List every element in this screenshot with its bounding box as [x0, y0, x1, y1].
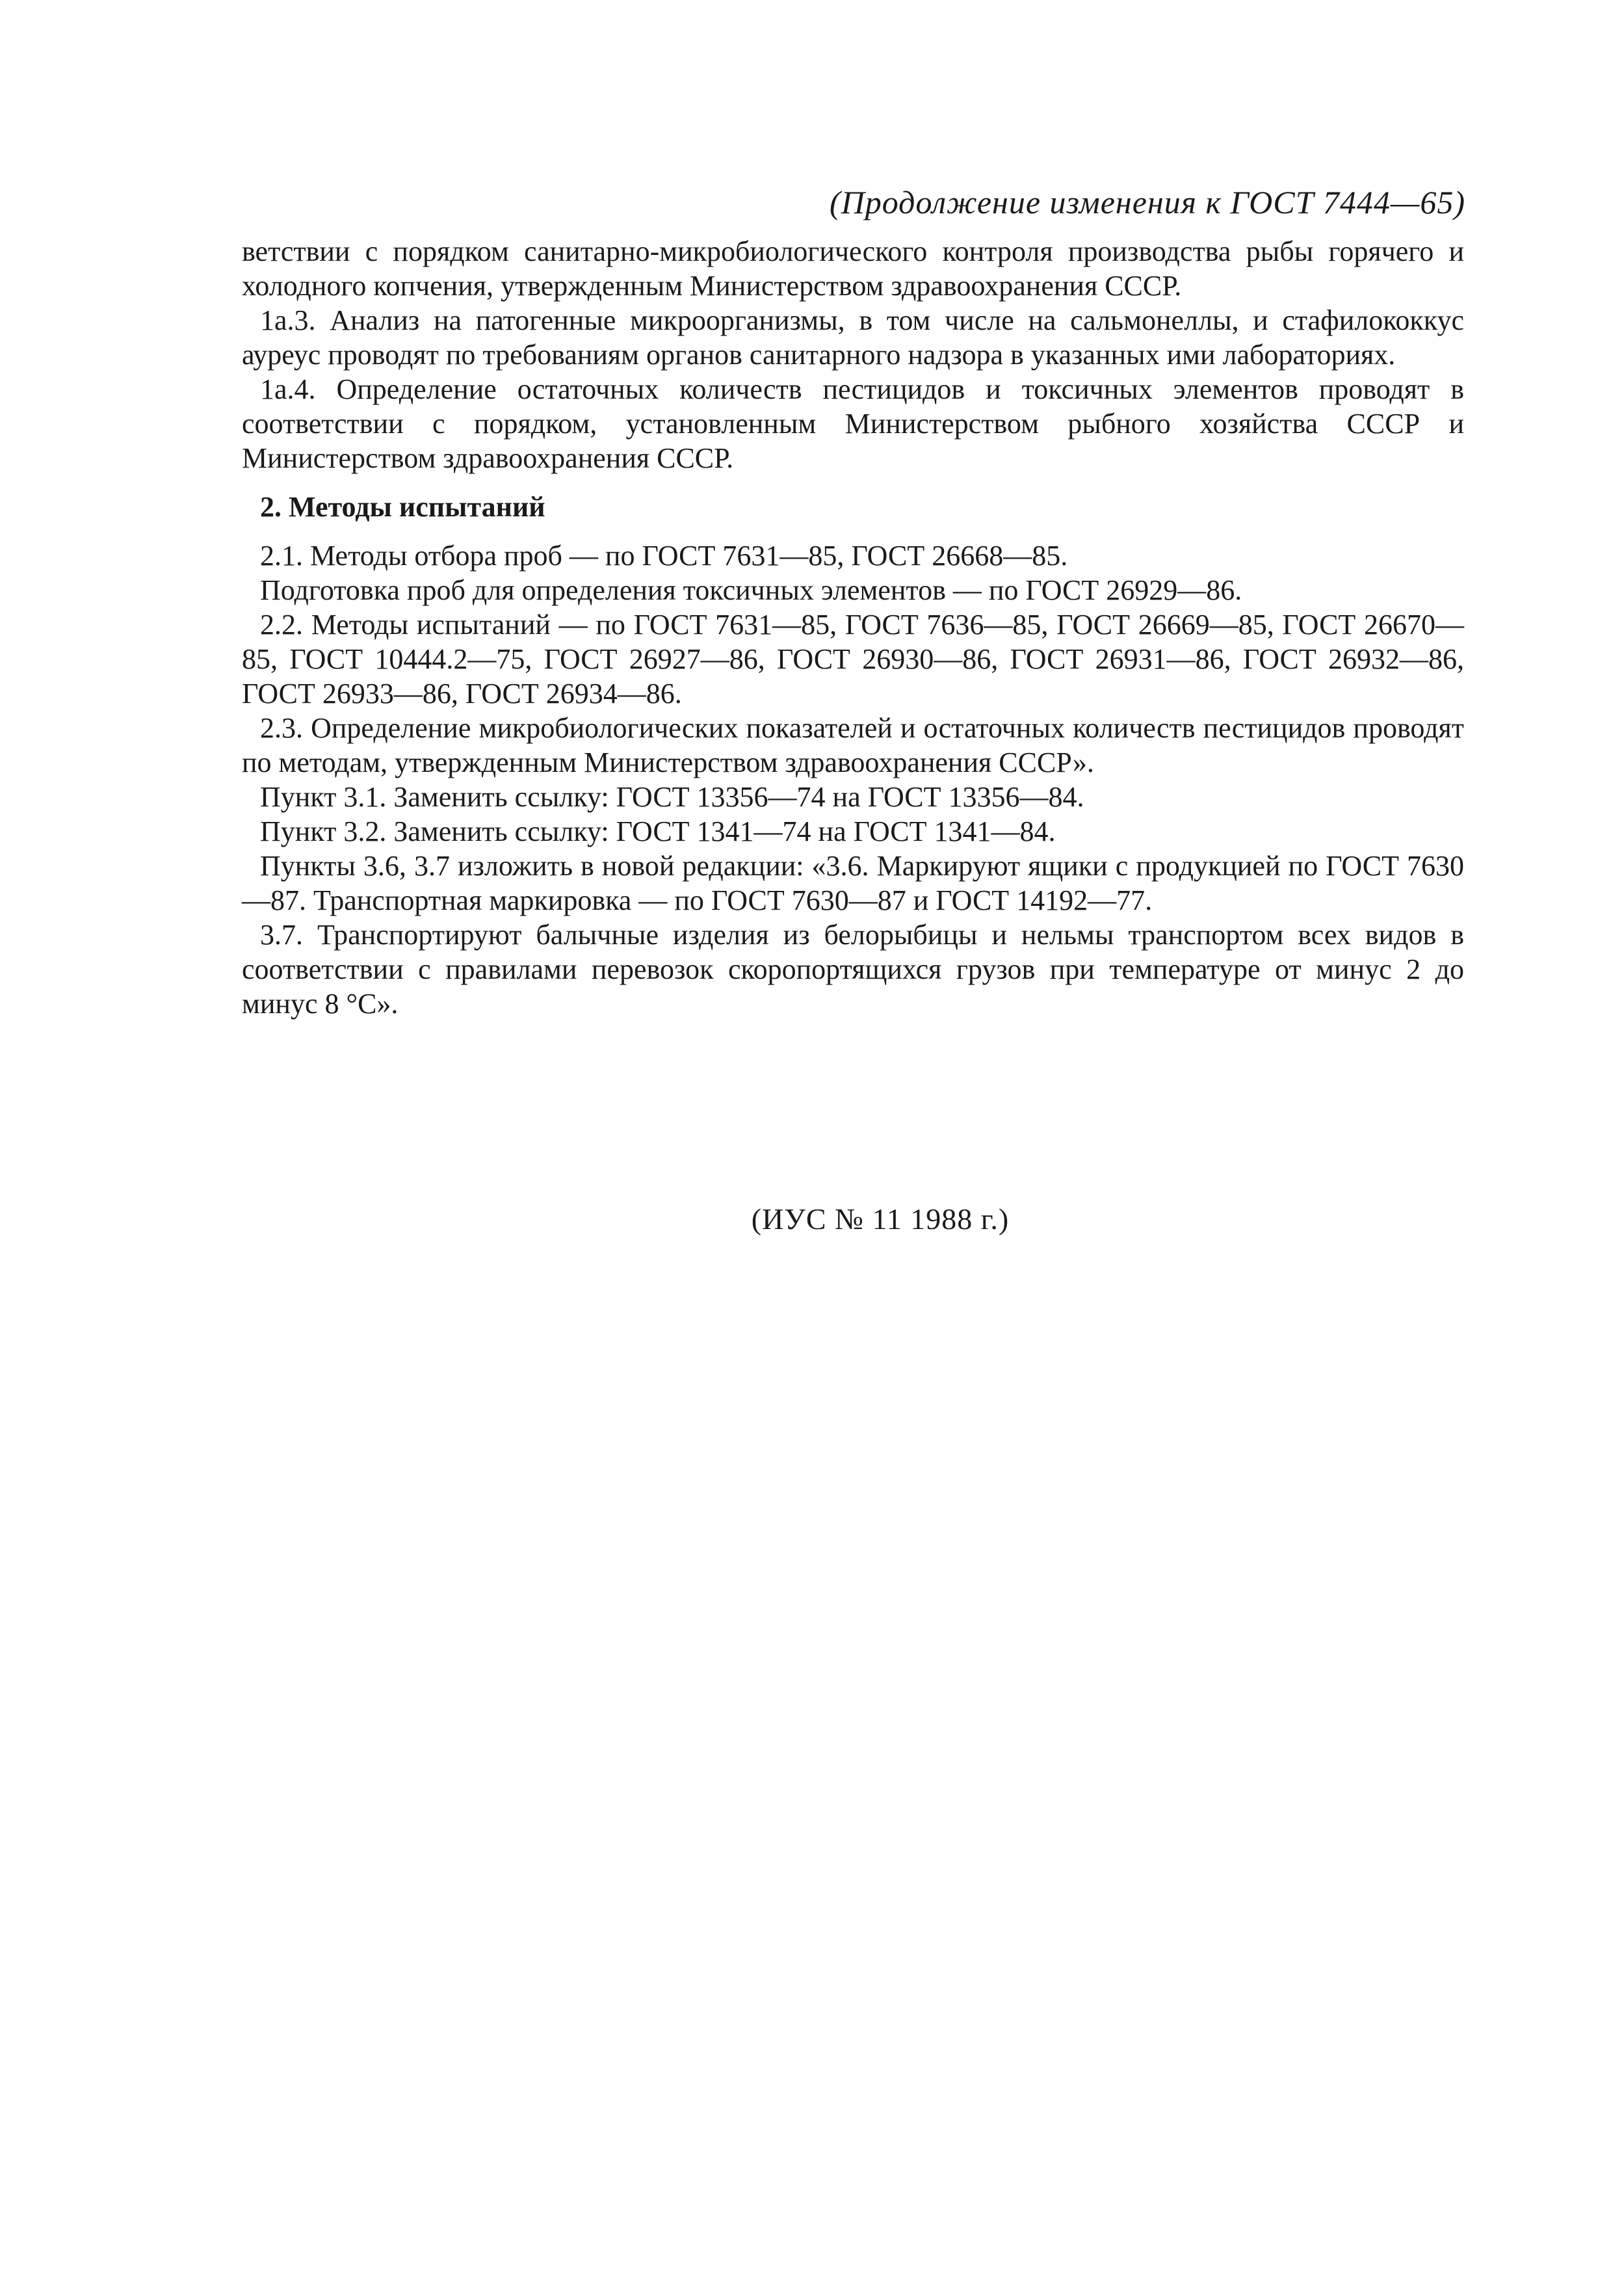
- body-paragraph-point-3-2: Пункт 3.2. Заменить ссылку: ГОСТ 1341—74 на ГОСТ 1341—84.: [260, 815, 1056, 847]
- section-heading: 2. Методы испытаний: [260, 491, 545, 523]
- body-paragraph-3-7: 3.7. Транспортируют балычные изделия из белорыбицы и нельмы транспортом всех видов в соответствии с правилами перевозок скоропортящихся грузов при температуре от минус 2 до минус 8 °С».: [242, 919, 1464, 1020]
- body-paragraph-points-3-6-3-7: Пункты 3.6, 3.7 изложить в новой редакции: «3.6. Маркируют ящики с продукцией по ГОСТ 7630—87. Транспортная маркировка — по ГОСТ 7630—87 и ГОСТ 14192—77.: [242, 850, 1464, 916]
- document-body: [242, 234, 1464, 1021]
- document-header: (Продолжение изменения к ГОСТ 7444—65): [830, 184, 1465, 220]
- body-paragraph-2-3: 2.3. Определение микробиологических показателей и остаточных количеств пестицидов проводят по методам, утвержденным Министерством здравоохранения СССР».: [242, 712, 1464, 778]
- document-source-reference: (ИУС № 11 1988 г.): [751, 1202, 1010, 1236]
- body-paragraph-1a4: 1а.4. Определение остаточных количеств пестицидов и токсичных элементов проводят в соответствии с порядком, установленным Министерством рыбного хозяйства СССР и Министерством здравоохранения СССР.: [242, 373, 1464, 474]
- body-paragraph-1a3: 1а.3. Анализ на патогенные микроорганизмы, в том числе на сальмонеллы, и стафилококкус ауреус проводят по требованиям органов санитарного надзора в указанных ими лабораториях.: [242, 304, 1464, 371]
- body-paragraph-point-3-1: Пункт 3.1. Заменить ссылку: ГОСТ 13356—74 на ГОСТ 13356—84.: [260, 781, 1084, 813]
- body-paragraph-2-2: 2.2. Методы испытаний — по ГОСТ 7631—85, ГОСТ 7636—85, ГОСТ 26669—85, ГОСТ 26670—85, ГОСТ 10444.2—75, ГОСТ 26927—86, ГОСТ 26930—86, ГОСТ 26931—86, ГОСТ 26932—86, ГОСТ 26933—86, ГОСТ 26934—86.: [242, 609, 1464, 709]
- body-paragraph-2-1: 2.1. Методы отбора проб — по ГОСТ 7631—85, ГОСТ 26668—85.: [260, 540, 1068, 572]
- body-paragraph-sample-prep: Подготовка проб для определения токсичных элементов — по ГОСТ 26929—86.: [260, 574, 1242, 606]
- body-paragraph-continuation: ветствии с порядком санитарно-микробиологического контроля производства рыбы горячего и холодного копчения, утвержденным Министерством здравоохранения СССР.: [242, 235, 1464, 302]
